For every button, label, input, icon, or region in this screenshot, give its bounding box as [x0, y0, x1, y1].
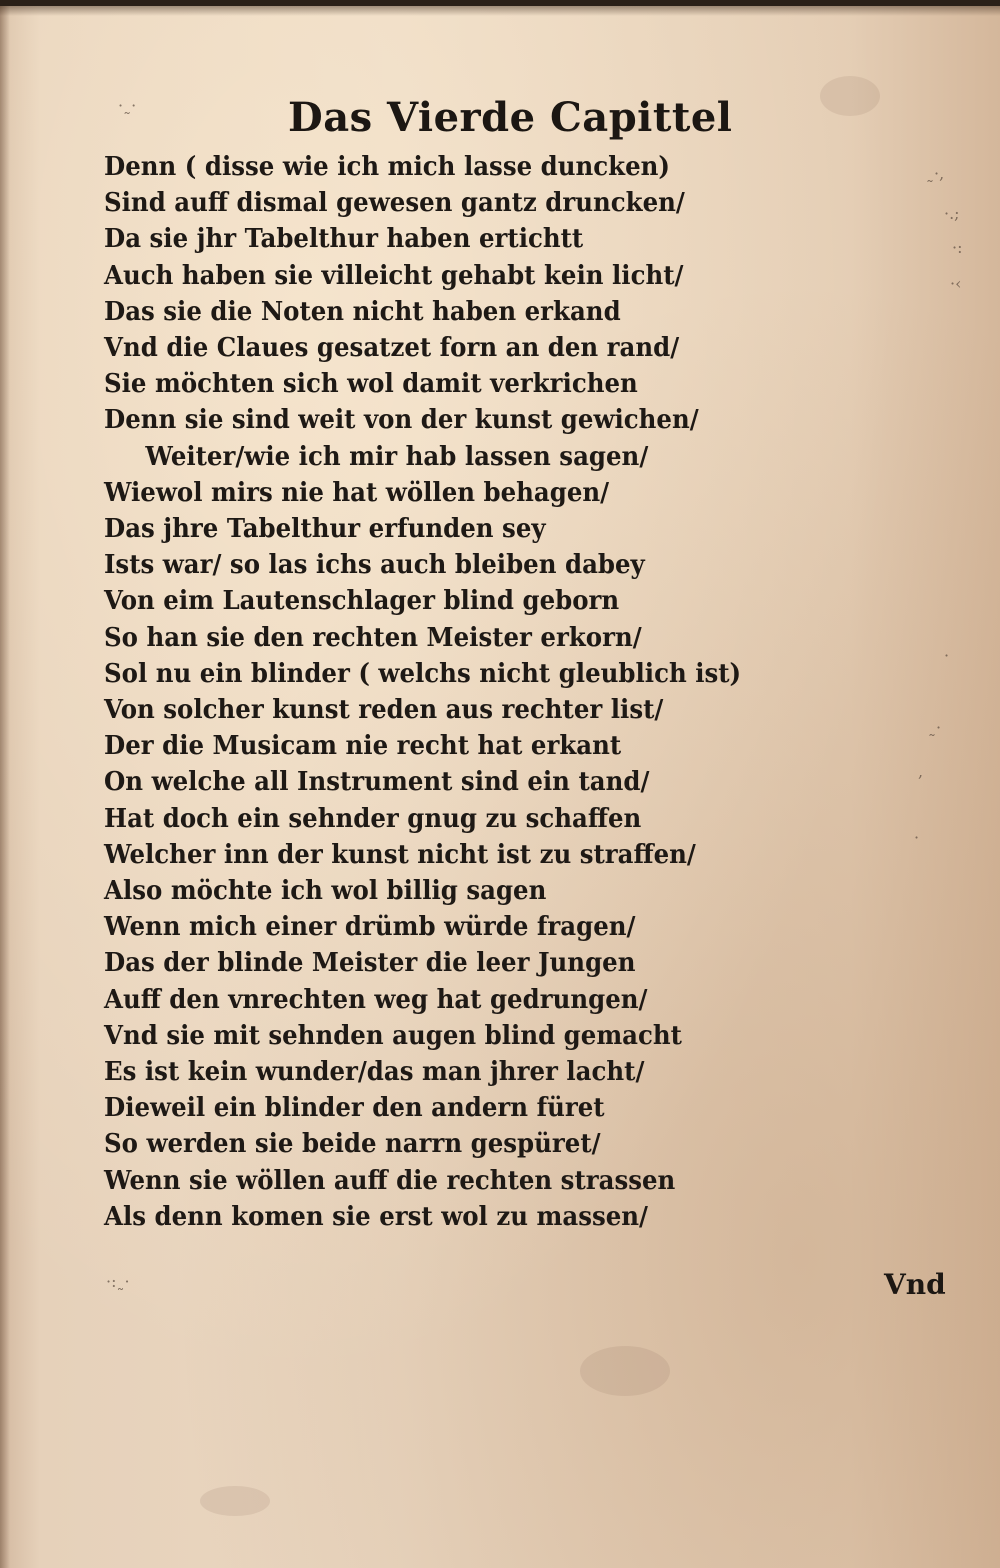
verse-line: Von eim Lautenschlager blind geborn: [104, 586, 620, 617]
verse-line: Vnd sie mit sehnden augen blind gemacht: [104, 1020, 682, 1051]
verse-line: Welcher inn der kunst nicht ist zu straffen/: [104, 839, 696, 870]
verse-line: Von solcher kunst reden aus rechter list/: [104, 695, 664, 726]
paper-stain: [820, 76, 880, 116]
verse-line: Ists war/ so las ichs auch bleiben dabey: [104, 550, 645, 581]
show-through-mark: ·‹: [950, 274, 962, 293]
verse-line: Vnd die Claues gesatzet forn an den rand/: [104, 333, 680, 364]
running-head: Das Vierde Capittel: [288, 94, 733, 141]
paper-stain: [200, 1486, 270, 1516]
verse-line: Also möchte ich wol billig sagen: [104, 876, 547, 907]
verse-line: On welche all Instrument sind ein tand/: [104, 767, 650, 798]
verse-line: So han sie den rechten Meister erkorn/: [104, 622, 642, 653]
show-through-mark: ·˷·: [118, 96, 137, 115]
verse-line: Wenn sie wöllen auff die rechten strassen: [104, 1165, 676, 1196]
verse-line: Das sie die Noten nicht haben erkand: [104, 296, 621, 327]
show-through-mark: ˷·: [928, 718, 942, 737]
show-through-mark: ·: [914, 828, 920, 847]
verse-line: Weiter/wie ich mir hab lassen sagen/: [145, 441, 649, 472]
show-through-mark: ,: [918, 762, 924, 781]
verse-line: Sie möchten sich wol damit verkrichen: [104, 369, 638, 400]
show-through-mark: ·: [944, 646, 950, 665]
verse-line: Hat doch ein sehnder gnug zu schaffen: [104, 803, 642, 834]
verse-line: So werden sie beide narrn gespüret/: [104, 1129, 601, 1160]
verse-line: Als denn komen sie erst wol zu massen/: [104, 1201, 648, 1232]
show-through-mark: ·.;: [944, 204, 960, 223]
show-through-mark: ·:˷·: [106, 1272, 130, 1291]
paper-stain: [580, 1346, 670, 1396]
verse-line: Sol nu ein blinder ( welchs nicht gleublich ist): [104, 658, 742, 689]
verse-line: Das jhre Tabelthur erfunden sey: [104, 514, 546, 545]
catchword: Vnd: [884, 1268, 946, 1301]
verse-line: Der die Musicam nie recht hat erkant: [104, 731, 622, 762]
verse-line: Das der blinde Meister die leer Jungen: [104, 948, 636, 979]
book-page: [0, 6, 1000, 1568]
verse-line: Da sie jhr Tabelthur haben ertichtt: [104, 224, 584, 255]
verse-line: Dieweil ein blinder den andern füret: [104, 1093, 605, 1124]
verse-block: [104, 149, 804, 1235]
verse-line: Denn sie sind weit von der kunst gewichen/: [104, 405, 699, 436]
verse-line: Sind auff dismal gewesen gantz druncken/: [104, 188, 685, 219]
verse-line: Auch haben sie villeicht gehabt kein licht/: [104, 260, 684, 291]
show-through-mark: ·:: [952, 238, 963, 257]
verse-line: Denn ( disse wie ich mich lasse duncken): [104, 152, 670, 182]
verse-line: Wenn mich einer drümb würde fragen/: [104, 912, 636, 943]
verse-line: Auff den vnrechten weg hat gedrungen/: [104, 984, 648, 1015]
verse-line: Wiewol mirs nie hat wöllen behagen/: [104, 477, 610, 508]
verse-line: Es ist kein wunder/das man jhrer lacht/: [104, 1057, 645, 1088]
show-through-mark: ˷·,: [926, 164, 945, 183]
